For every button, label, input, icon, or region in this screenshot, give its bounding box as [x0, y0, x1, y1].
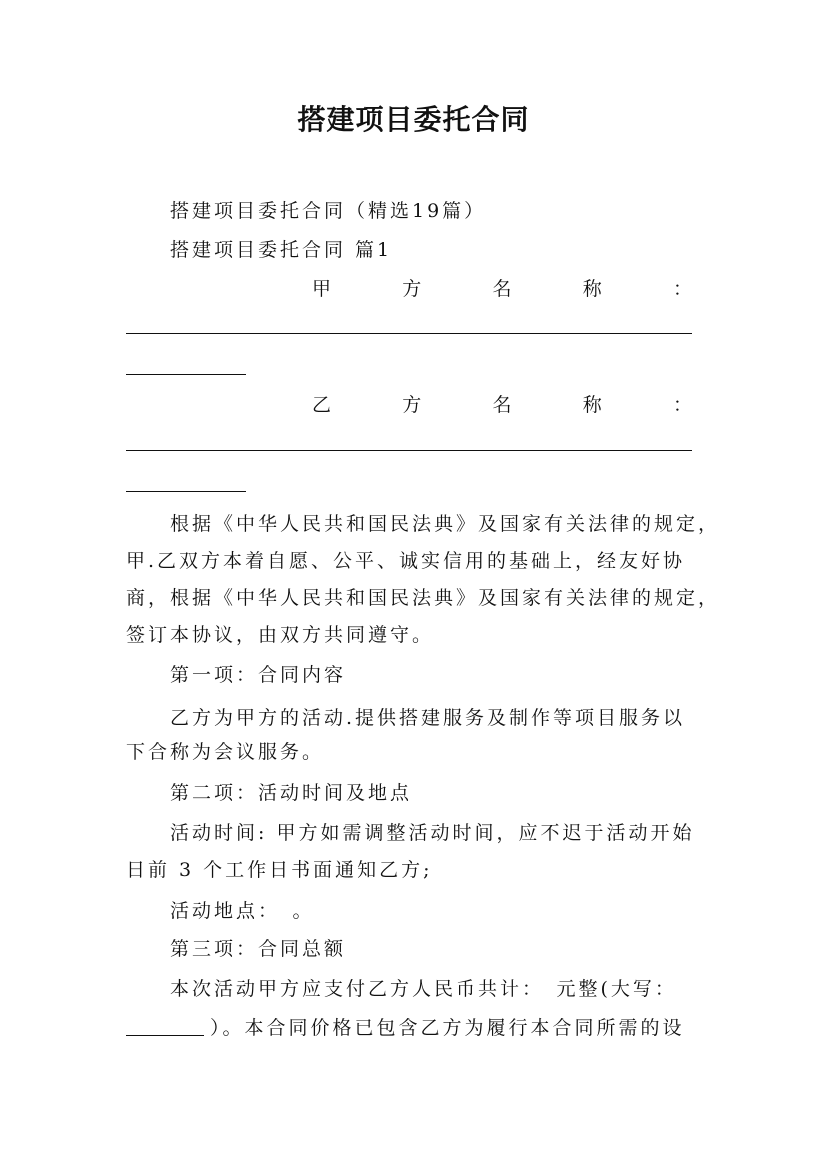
party-a-name-line-continued	[126, 374, 246, 375]
item2-body-line: 活动时间: 甲方如需调整活动时间，应不迟于活动开始	[170, 822, 695, 844]
document-subtitle: 搭建项目委托合同（精选19篇）	[170, 200, 487, 222]
party-a-label: 甲 方 名 称 ：	[312, 278, 692, 300]
section-heading: 搭建项目委托合同 篇1	[170, 239, 393, 261]
item3-heading: 第三项：合同总额	[170, 938, 347, 960]
intro-paragraph-line: 签订本协议，由双方共同遵守。	[126, 624, 435, 646]
item1-heading: 第一项：合同内容	[170, 664, 347, 686]
item1-body-line: 乙方为甲方的活动.提供搭建服务及制作等项目服务以	[170, 707, 686, 729]
item1-body-line: 下合称为会议服务。	[126, 741, 325, 763]
item3-body-line: 本次活动甲方应支付乙方人民币共计： 元整(大写：	[170, 978, 677, 1000]
item2-body-line: 日前 3 个工作日书面通知乙方;	[126, 859, 433, 881]
amount-in-words-blank	[126, 1015, 204, 1036]
party-b-name-line	[126, 450, 692, 451]
party-b-label: 乙 方 名 称 ：	[312, 394, 692, 416]
document-title: 搭建项目委托合同	[297, 103, 530, 136]
item2-place: 活动地点： 。	[170, 900, 315, 922]
intro-paragraph-line: 根据《中华人民共和国民法典》及国家有关法律的规定，	[170, 513, 721, 535]
intro-paragraph-line: 甲.乙双方本着自愿、公平、诚实信用的基础上，经友好协	[126, 550, 686, 572]
party-a-name-line	[126, 333, 692, 334]
item2-heading: 第二项：活动时间及地点	[170, 782, 413, 804]
intro-paragraph-line: 商，根据《中华人民共和国民法典》及国家有关法律的规定，	[126, 587, 721, 609]
item3-body-line-with-blank: ）。本合同价格已包含乙方为履行本合同所需的设	[126, 1013, 706, 1043]
party-b-name-line-continued	[126, 491, 246, 492]
